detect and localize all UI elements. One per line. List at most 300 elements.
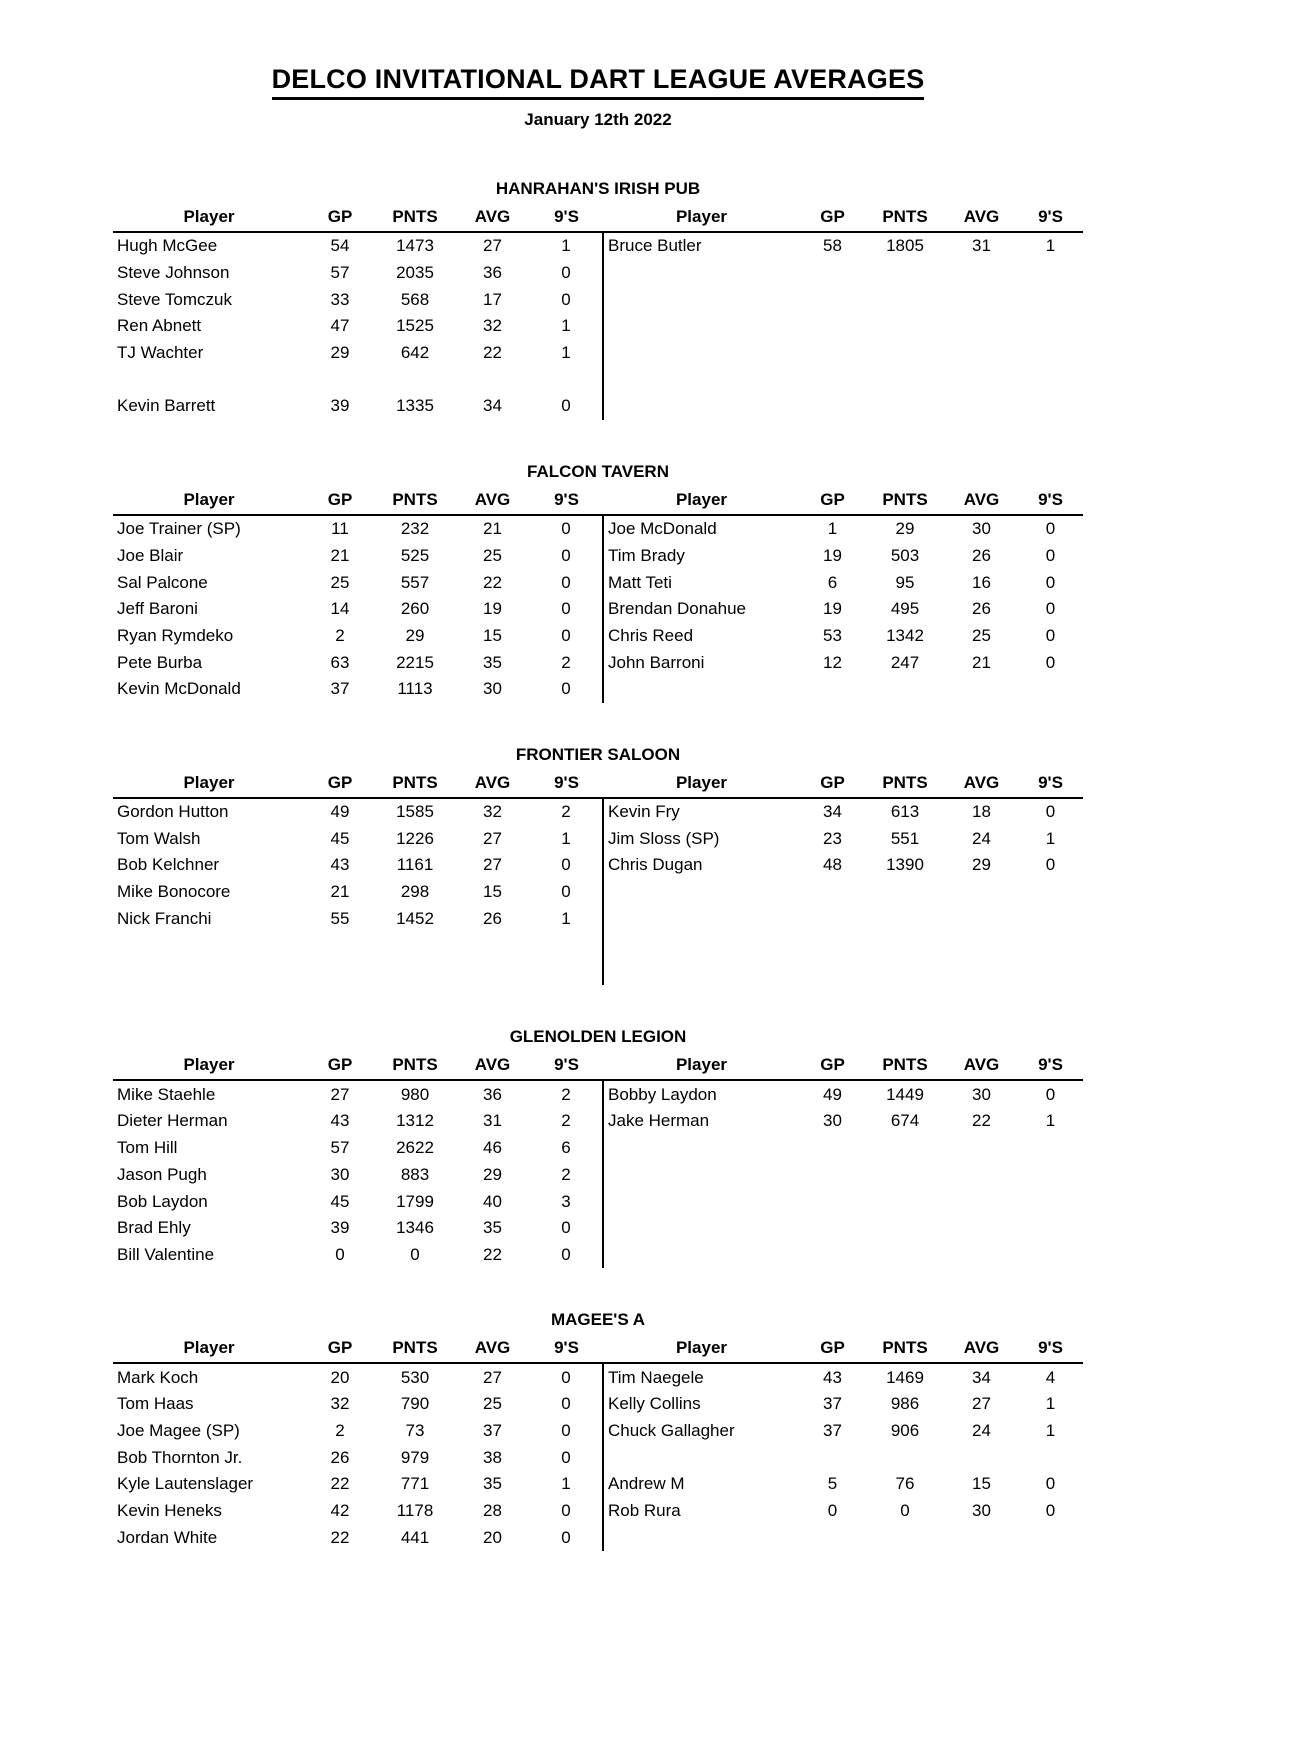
- avg-cell: 37: [483, 1420, 502, 1440]
- column-header: Player: [603, 769, 800, 798]
- table-row: [113, 1391, 1083, 1418]
- nines-cell: 1: [561, 343, 571, 363]
- pnts-cell: 674: [890, 1111, 920, 1131]
- column-header: Player: [113, 769, 305, 798]
- pnts-cell: 1585: [396, 801, 434, 821]
- section-title: GLENOLDEN LEGION: [509, 1027, 687, 1047]
- pnts-cell: [375, 932, 455, 959]
- column-header: 9'S: [1018, 203, 1083, 232]
- avg-cell: 28: [483, 1501, 502, 1521]
- avg-cell: 29: [972, 855, 991, 875]
- nines-cell: [1018, 1215, 1083, 1242]
- avg-cell: 40: [483, 1191, 502, 1211]
- player-name-cell: Kevin Heneks: [117, 1501, 222, 1521]
- pnts-cell: 0: [900, 1501, 910, 1521]
- nines-cell: 0: [561, 599, 571, 619]
- pnts-cell: [865, 1444, 945, 1471]
- nines-cell: 2: [561, 1084, 571, 1104]
- table-row: [113, 825, 1083, 852]
- nines-cell: [1018, 1242, 1083, 1269]
- column-header: AVG: [945, 769, 1018, 798]
- pnts-cell: 260: [400, 599, 430, 619]
- avg-cell: 22: [483, 1244, 502, 1264]
- column-header: GP: [305, 1051, 375, 1080]
- player-name-cell: Kelly Collins: [603, 1391, 800, 1418]
- pnts-cell: [865, 1162, 945, 1189]
- gp-cell: [800, 1135, 865, 1162]
- column-header: GP: [305, 769, 375, 798]
- gp-cell: [800, 260, 865, 287]
- section-magee-s-a: [113, 1309, 1083, 1551]
- gp-cell: 48: [823, 855, 842, 875]
- nines-cell: 1: [561, 316, 571, 336]
- gp-cell: [800, 340, 865, 367]
- gp-cell: 39: [330, 1218, 350, 1238]
- column-header: AVG: [945, 486, 1018, 515]
- pnts-cell: [865, 1135, 945, 1162]
- pnts-cell: 1449: [886, 1084, 924, 1104]
- nines-cell: [1018, 879, 1083, 906]
- table-row: [113, 959, 1083, 986]
- nines-cell: 0: [561, 1501, 571, 1521]
- table-row: [113, 1498, 1083, 1525]
- nines-cell: 2: [561, 1111, 571, 1131]
- pnts-cell: 530: [400, 1367, 430, 1387]
- column-header: Player: [603, 203, 800, 232]
- pnts-cell: 2215: [396, 652, 434, 672]
- nines-cell: [1018, 1162, 1083, 1189]
- column-header: Player: [603, 1051, 800, 1080]
- column-header: PNTS: [865, 1334, 945, 1363]
- gp-cell: [800, 879, 865, 906]
- nines-cell: 0: [561, 1447, 571, 1467]
- pnts-cell: [375, 959, 455, 986]
- player-name-cell: [113, 932, 305, 959]
- gp-cell: 34: [823, 801, 842, 821]
- player-name-cell: Nick Franchi: [117, 908, 212, 928]
- page-date: January 12th 2022: [524, 110, 672, 129]
- pnts-cell: 495: [890, 599, 920, 619]
- column-header: AVG: [455, 1051, 530, 1080]
- nines-cell: 0: [1045, 1501, 1056, 1521]
- nines-cell: 0: [1045, 519, 1056, 539]
- nines-cell: 0: [561, 289, 571, 309]
- avg-cell: 26: [972, 599, 991, 619]
- column-header: GP: [800, 1334, 865, 1363]
- player-name-cell: Joe Trainer (SP): [117, 519, 241, 539]
- gp-cell: 58: [823, 236, 842, 256]
- gp-cell: 6: [827, 572, 838, 592]
- nines-cell: [1018, 1444, 1083, 1471]
- column-header: PNTS: [375, 1334, 455, 1363]
- pnts-cell: 298: [400, 882, 430, 902]
- player-name-cell: Jordan White: [117, 1527, 218, 1547]
- table-row: [113, 596, 1083, 623]
- pnts-cell: 1346: [396, 1218, 434, 1238]
- nines-cell: 1: [1045, 1420, 1056, 1440]
- gp-cell: 53: [823, 625, 842, 645]
- player-name-cell: Bob Thornton Jr.: [117, 1447, 243, 1467]
- nines-cell: 0: [561, 679, 571, 699]
- nines-cell: [530, 932, 603, 959]
- pnts-cell: [865, 366, 945, 393]
- player-name-cell: Bruce Butler: [603, 232, 800, 260]
- player-name-cell: Bob Laydon: [117, 1191, 208, 1211]
- player-name-cell: Kevin McDonald: [117, 679, 241, 699]
- column-header: Player: [603, 1334, 800, 1363]
- gp-cell: 49: [330, 801, 350, 821]
- gp-cell: 1: [827, 519, 838, 539]
- player-name-cell: Ren Abnett: [117, 316, 202, 336]
- pnts-cell: 642: [400, 343, 430, 363]
- nines-cell: 1: [561, 908, 571, 928]
- avg-cell: 25: [483, 1394, 502, 1414]
- table-row: [113, 569, 1083, 596]
- nines-cell: 0: [1045, 625, 1056, 645]
- avg-cell: 25: [972, 625, 991, 645]
- pnts-cell: [865, 959, 945, 986]
- nines-cell: [1018, 1135, 1083, 1162]
- gp-cell: 42: [330, 1501, 350, 1521]
- gp-cell: [800, 1524, 865, 1551]
- pnts-cell: 613: [890, 801, 920, 821]
- player-name-cell: Tom Hill: [117, 1138, 178, 1158]
- gp-cell: 22: [330, 1527, 350, 1547]
- gp-cell: 30: [330, 1164, 350, 1184]
- gp-cell: 2: [335, 625, 345, 645]
- gp-cell: 26: [330, 1447, 350, 1467]
- averages-table: [113, 203, 1083, 420]
- gp-cell: 43: [330, 1111, 350, 1131]
- nines-cell: 0: [1045, 855, 1056, 875]
- nines-cell: 0: [561, 1394, 571, 1414]
- pnts-cell: 986: [890, 1394, 920, 1414]
- player-name-cell: Jeff Baroni: [117, 599, 198, 619]
- pnts-cell: [865, 905, 945, 932]
- pnts-cell: 1390: [886, 855, 924, 875]
- nines-cell: [1018, 676, 1083, 703]
- section-title: HANRAHAN'S IRISH PUB: [495, 179, 701, 198]
- table-row: [113, 286, 1083, 313]
- gp-cell: [800, 313, 865, 340]
- avg-cell: 15: [483, 882, 502, 902]
- column-header: AVG: [945, 1051, 1018, 1080]
- avg-cell: [455, 959, 530, 986]
- column-header: Player: [113, 1334, 305, 1363]
- averages-table: [113, 486, 1083, 703]
- gp-cell: 21: [330, 882, 350, 902]
- nines-cell: 0: [1045, 572, 1056, 592]
- column-header: GP: [800, 203, 865, 232]
- pnts-cell: 1525: [396, 316, 434, 336]
- pnts-cell: [865, 393, 945, 420]
- player-name-cell: [603, 959, 800, 986]
- pnts-cell: [865, 340, 945, 367]
- gp-cell: [800, 1188, 865, 1215]
- nines-cell: 1: [1045, 828, 1056, 848]
- gp-cell: [800, 932, 865, 959]
- avg-cell: 32: [483, 801, 502, 821]
- column-header: PNTS: [375, 1051, 455, 1080]
- nines-cell: [530, 959, 603, 986]
- pnts-cell: 1113: [397, 679, 433, 699]
- avg-cell: 30: [972, 519, 991, 539]
- avg-cell: 30: [972, 1501, 991, 1521]
- gp-cell: 12: [823, 652, 842, 672]
- pnts-cell: 247: [890, 652, 920, 672]
- player-name-cell: [113, 959, 305, 986]
- gp-cell: [305, 932, 375, 959]
- nines-cell: 0: [1045, 1084, 1056, 1104]
- section-falcon-tavern: [113, 461, 1083, 703]
- column-header: AVG: [945, 1334, 1018, 1363]
- nines-cell: 0: [561, 882, 571, 902]
- pnts-cell: [865, 932, 945, 959]
- player-name-cell: Rob Rura: [603, 1498, 800, 1525]
- avg-cell: 27: [483, 855, 502, 875]
- pnts-cell: 568: [400, 289, 430, 309]
- column-header: Player: [113, 203, 305, 232]
- nines-cell: 1: [561, 1474, 571, 1494]
- header-row: [113, 769, 1083, 798]
- player-name-cell: Kevin Fry: [603, 798, 800, 826]
- section-frontier-saloon: [113, 744, 1083, 986]
- pnts-cell: 979: [400, 1447, 430, 1467]
- avg-cell: 25: [483, 545, 502, 565]
- avg-cell: 32: [483, 316, 502, 336]
- column-header: GP: [305, 486, 375, 515]
- table-row: [113, 879, 1083, 906]
- nines-cell: 0: [561, 519, 571, 539]
- nines-cell: 1: [561, 236, 571, 256]
- header-row: [113, 1334, 1083, 1363]
- gp-cell: 32: [330, 1394, 350, 1414]
- player-name-cell: Jake Herman: [603, 1108, 800, 1135]
- column-header: PNTS: [865, 1051, 945, 1080]
- pnts-cell: 1805: [886, 236, 924, 256]
- avg-cell: 35: [483, 1474, 502, 1494]
- table-row: [113, 905, 1083, 932]
- avg-cell: 34: [483, 396, 502, 416]
- gp-cell: 19: [823, 545, 842, 565]
- column-header: 9'S: [530, 203, 603, 232]
- player-name-cell: Gordon Hutton: [117, 801, 229, 821]
- player-name-cell: Tom Walsh: [117, 828, 201, 848]
- column-header: PNTS: [865, 486, 945, 515]
- pnts-cell: 551: [890, 828, 920, 848]
- player-name-cell: Andrew M: [603, 1471, 800, 1498]
- player-name-cell: Bob Kelchner: [117, 855, 220, 875]
- pnts-cell: 1226: [396, 828, 434, 848]
- player-name-cell: [603, 879, 800, 906]
- player-name-cell: Jim Sloss (SP): [603, 825, 800, 852]
- gp-cell: 57: [330, 1138, 350, 1158]
- player-name-cell: Brendan Donahue: [603, 596, 800, 623]
- section-title: FRONTIER SALOON: [515, 744, 681, 764]
- nines-cell: [1018, 1188, 1083, 1215]
- nines-cell: 2: [561, 652, 571, 672]
- nines-cell: [1018, 959, 1083, 986]
- pnts-cell: 29: [405, 625, 425, 645]
- pnts-cell: [865, 260, 945, 287]
- gp-cell: 0: [827, 1501, 838, 1521]
- player-name-cell: [603, 286, 800, 313]
- player-name-cell: Tim Brady: [603, 543, 800, 570]
- avg-cell: 27: [483, 236, 502, 256]
- player-name-cell: [603, 260, 800, 287]
- avg-cell: 36: [483, 1084, 502, 1104]
- avg-cell: 26: [483, 908, 502, 928]
- column-header: AVG: [945, 203, 1018, 232]
- table-row: [113, 1215, 1083, 1242]
- avg-cell: 27: [483, 1367, 502, 1387]
- column-header: PNTS: [375, 769, 455, 798]
- player-name-cell: [603, 932, 800, 959]
- table-row: [113, 232, 1083, 260]
- nines-cell: [1018, 260, 1083, 287]
- player-name-cell: Matt Teti: [603, 569, 800, 596]
- gp-cell: 45: [330, 828, 350, 848]
- gp-cell: 37: [330, 679, 350, 699]
- header-row: [113, 1051, 1083, 1080]
- pnts-cell: 790: [400, 1394, 430, 1414]
- nines-cell: [1018, 366, 1083, 393]
- pnts-cell: 906: [890, 1420, 920, 1440]
- avg-cell: [945, 905, 1018, 932]
- nines-cell: [1018, 905, 1083, 932]
- table-row: [113, 1242, 1083, 1269]
- nines-cell: 1: [1045, 236, 1056, 256]
- pnts-cell: 232: [400, 519, 430, 539]
- table-row: [113, 515, 1083, 543]
- table-row: [113, 1363, 1083, 1391]
- pnts-cell: [375, 366, 455, 393]
- avg-cell: [945, 932, 1018, 959]
- pnts-cell: [865, 1188, 945, 1215]
- table-row: [113, 366, 1083, 393]
- avg-cell: 22: [483, 343, 502, 363]
- nines-cell: 0: [561, 1367, 571, 1387]
- document-page: [113, 64, 1083, 1551]
- avg-cell: [945, 879, 1018, 906]
- gp-cell: [800, 366, 865, 393]
- section-title: FALCON TAVERN: [527, 461, 669, 481]
- pnts-cell: [865, 1242, 945, 1269]
- avg-cell: [945, 959, 1018, 986]
- column-header: 9'S: [1018, 486, 1083, 515]
- pnts-cell: [865, 1524, 945, 1551]
- avg-cell: [945, 1162, 1018, 1189]
- player-name-cell: [603, 1162, 800, 1189]
- column-header: AVG: [455, 1334, 530, 1363]
- avg-cell: [945, 1135, 1018, 1162]
- player-name-cell: Bill Valentine: [117, 1244, 215, 1264]
- player-name-cell: Joe McDonald: [603, 515, 800, 543]
- player-name-cell: Kyle Lautenslager: [117, 1474, 254, 1494]
- pnts-cell: 883: [400, 1164, 430, 1184]
- nines-cell: 0: [561, 855, 571, 875]
- avg-cell: 27: [483, 828, 502, 848]
- nines-cell: 0: [561, 1244, 571, 1264]
- table-row: [113, 1471, 1083, 1498]
- player-name-cell: Pete Burba: [117, 652, 203, 672]
- column-header: GP: [305, 1334, 375, 1363]
- table-row: [113, 1080, 1083, 1108]
- column-header: Player: [113, 486, 305, 515]
- avg-cell: [945, 1524, 1018, 1551]
- table-row: [113, 393, 1083, 420]
- nines-cell: 0: [561, 1218, 571, 1238]
- section-title: MAGEE'S A: [550, 1310, 646, 1330]
- column-header: AVG: [455, 769, 530, 798]
- column-header: GP: [800, 486, 865, 515]
- table-row: [113, 1108, 1083, 1135]
- gp-cell: 29: [330, 343, 350, 363]
- table-row: [113, 932, 1083, 959]
- player-name-cell: John Barroni: [603, 649, 800, 676]
- nines-cell: [1018, 286, 1083, 313]
- gp-cell: [800, 286, 865, 313]
- pnts-cell: 1342: [886, 625, 924, 645]
- gp-cell: 37: [823, 1394, 842, 1414]
- pnts-cell: 0: [410, 1244, 420, 1264]
- player-name-cell: Joe Magee (SP): [117, 1420, 240, 1440]
- gp-cell: 45: [330, 1191, 350, 1211]
- gp-cell: 54: [330, 236, 350, 256]
- avg-cell: 24: [972, 1420, 991, 1440]
- gp-cell: [305, 959, 375, 986]
- pnts-cell: 1469: [886, 1367, 924, 1387]
- pnts-cell: 2622: [396, 1138, 434, 1158]
- column-header: 9'S: [530, 1051, 603, 1080]
- table-row: [113, 1524, 1083, 1551]
- player-name-cell: Tim Naegele: [603, 1363, 800, 1391]
- nines-cell: 4: [1045, 1367, 1056, 1387]
- column-header: 9'S: [1018, 1051, 1083, 1080]
- player-name-cell: Chuck Gallagher: [603, 1418, 800, 1445]
- gp-cell: 14: [330, 599, 350, 619]
- nines-cell: 0: [1045, 652, 1056, 672]
- page-title: [113, 64, 1083, 100]
- avg-cell: 27: [972, 1394, 991, 1414]
- player-name-cell: Ryan Rymdeko: [117, 625, 234, 645]
- avg-cell: 22: [483, 572, 502, 592]
- pnts-cell: 441: [400, 1527, 430, 1547]
- column-header: PNTS: [375, 203, 455, 232]
- averages-table: [113, 1334, 1083, 1551]
- player-name-cell: [603, 1242, 800, 1269]
- player-name-cell: [603, 1135, 800, 1162]
- table-row: [113, 623, 1083, 650]
- avg-cell: 21: [483, 519, 502, 539]
- table-row: [113, 313, 1083, 340]
- gp-cell: 33: [330, 289, 350, 309]
- nines-cell: 1: [561, 828, 571, 848]
- avg-cell: 30: [483, 679, 502, 699]
- gp-cell: [800, 1215, 865, 1242]
- nines-cell: [1018, 393, 1083, 420]
- avg-cell: 26: [972, 545, 991, 565]
- table-row: [113, 1418, 1083, 1445]
- pnts-cell: [865, 1215, 945, 1242]
- pnts-cell: 771: [400, 1474, 430, 1494]
- avg-cell: 35: [483, 652, 502, 672]
- player-name-cell: [603, 393, 800, 420]
- player-name-cell: Tom Haas: [117, 1394, 194, 1414]
- avg-cell: 20: [483, 1527, 502, 1547]
- avg-cell: 38: [483, 1447, 502, 1467]
- column-header: GP: [305, 203, 375, 232]
